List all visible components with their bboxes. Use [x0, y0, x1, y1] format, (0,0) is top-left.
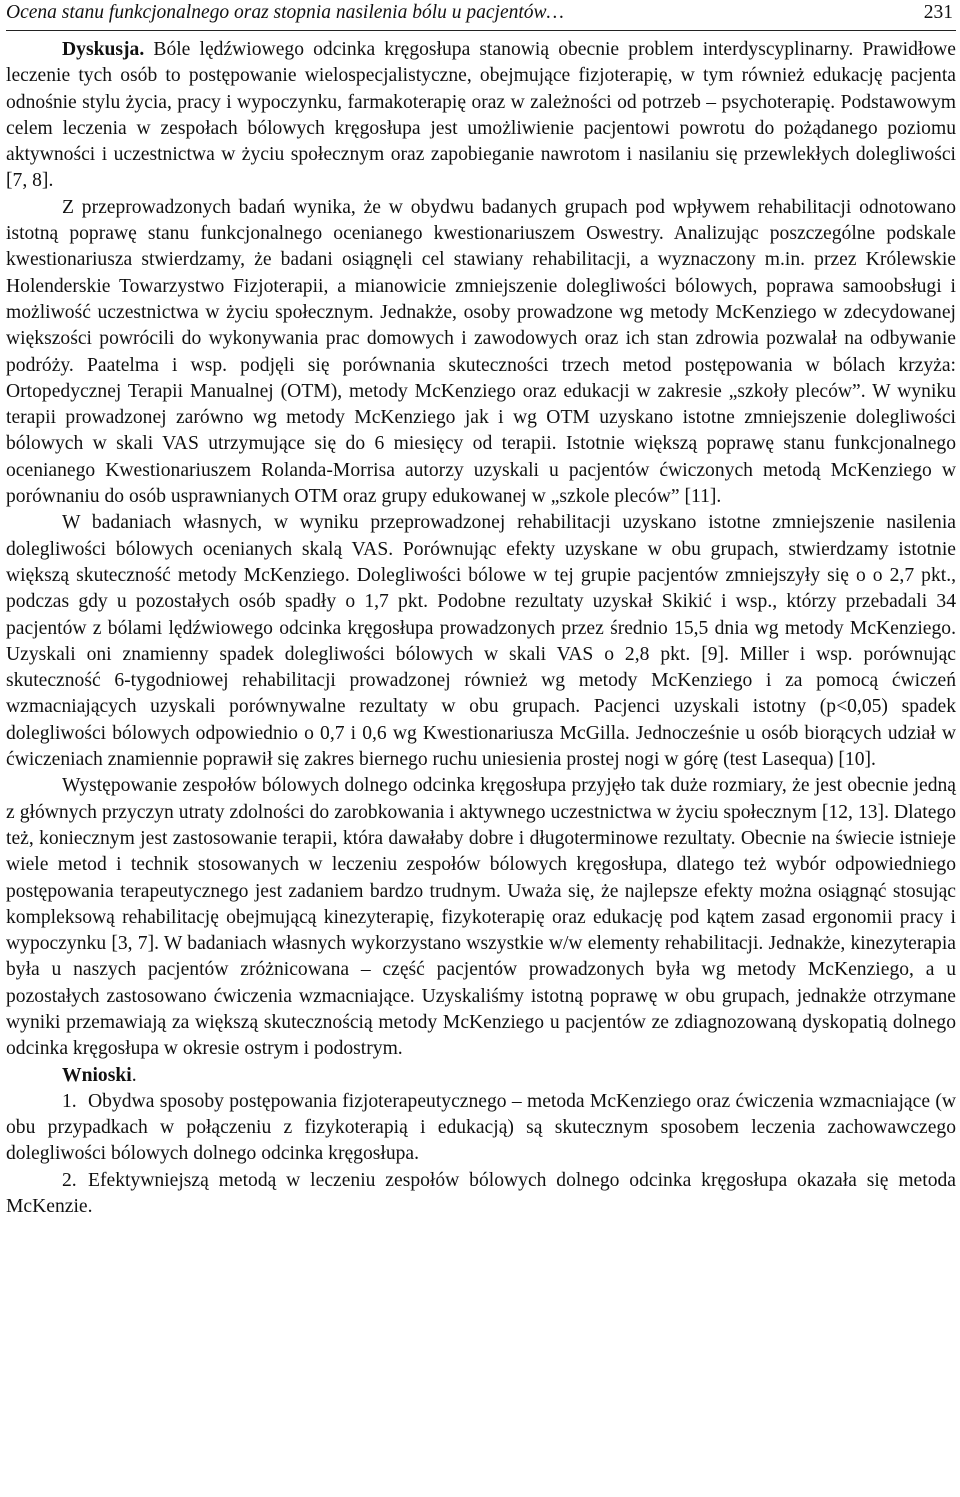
- conclusion-item-1: [6, 1089, 956, 1168]
- conclusion-item-1-text: Obydwa sposoby postępowania fizjoterapeutycznego – metoda McKenziego oraz ćwiczenia wzmacniające (w obu przypadkach w połączeniu z fizykoterapią i edukacją) są skutecznym sposobem leczenia zachowawczego dolegliwości bólowych dolnego odcinka kręgosłupa.: [6, 1090, 956, 1165]
- page-number: 231: [923, 2, 953, 23]
- conclusions-heading-punct: .: [131, 1064, 137, 1086]
- discussion-heading: Dyskusja.: [62, 39, 145, 60]
- conclusion-item-1-number: 1.: [62, 1090, 77, 1112]
- discussion-paragraph-1: [6, 37, 956, 195]
- running-header-title: Ocena stanu funkcjonalnego oraz stopnia nasilenia bólu u pacjentów…: [6, 2, 564, 23]
- conclusion-item-2: [6, 1168, 956, 1221]
- conclusion-item-2-text: Efektywniejszą metodą w leczeniu zespołów bólowych dolnego odcinka kręgosłupa okazała się metoda McKenzie.: [6, 1169, 956, 1218]
- discussion-paragraph-2: Z przeprowadzonych badań wynika, że w obydwu badanych grupach pod wpływem rehabilitacji odnotowano istotną poprawę stanu funkcjonalnego ocenianego kwestionariuszem Oswestry. Analizując poszczególne podskale kwestionariusza stwierdzamy, że badani osiągnęli cel stawiany rehabilitacji, a wyznaczony m.in. przez Królewskie Holenderskie Towarzystwo Fizjoterapii, a mianowicie zmniejszenie dolegliwości bólowych, poprawa samoobsługi i możliwość uczestnictwa w życiu społecznym. Jednakże, osoby prowadzone wg metody McKenziego w zdecydowanej większości powrócili do wykonywania prac domowych i zawodowych oraz ich stan zdrowia pozwalał na odbywanie podróży. Paatelma i wsp. podjęli się porównania skuteczności trzech metod postępowania w bólach krzyża: Ortopedycznej Terapii Manualnej (OTM), metody McKenziego oraz edukacji w zakresie „szkoły pleców”. W wyniku terapii prowadzonej zarówno wg metody McKenziego jak i wg OTM uzyskano istotne zmniejszenie dolegliwości bólowych w skali VAS utrzymujące się do 6 miesięcy od terapii. Istotnie większą poprawę stanu funkcjonalnego ocenianego Kwestionariuszem Rolanda-Morrisa autorzy uzyskali u pacjentów ćwiczonych metodą McKenziego w porównaniu do osób usprawnianych OTM oraz grupy edukowanej w „szkole pleców” [11].: [6, 196, 956, 508]
- running-header: [6, 0, 956, 31]
- discussion-paragraph-3: W badaniach własnych, w wyniku przeprowadzonej rehabilitacji uzyskano istotne zmniejszenie nasilenia dolegliwości bólowych ocenianych skalą VAS. Porównując efekty uzyskane w obu grupach, stwierdzamy istotnie większą skuteczność metody McKenziego. Dolegliwości bólowe w tej grupie pacjentów zmniejszyły się o o 2,7 pkt., podczas gdy u pozostałych osób spadły o 1,7 pkt. Podobne rezultaty uzyskał Skikić i wsp., którzy przebadali 34 pacjentów z bólami lędźwiowego odcinka kręgosłupa prowadzonych przez średnio 15,5 dnia wg metody McKenziego. Uzyskali oni znamienny spadek dolegliwości bólowych w skali VAS o 2,8 pkt. [9]. Miller i wsp. porównując skuteczność 6-tygodniowej rehabilitacji prowadzonej również wg metody McKenziego i za pomocą ćwiczeń wzmacniających uzyskali porównywalne rezultaty w obu grupach. Pacjenci uzyskali istotny (p<0,05) spadek dolegliwości bólowych odpowiednio o 0,7 i 0,6 wg Kwestionariusza McGilla. Jednocześnie u osób biorących udział w ćwiczeniach znamiennie poprawił się zakres biernego ruchu uniesienia prostej nogi w górę (test Lasequa) [10].: [6, 512, 956, 771]
- discussion-paragraph-4: Występowanie zespołów bólowych dolnego odcinka kręgosłupa przyjęło tak duże rozmiary, że jest obecnie jedną z głównych przyczyn utraty zdolności do zarobkowania i aktywnego uczestnictwa w życiu społecznym [12, 13]. Dlatego też, koniecznym jest zastosowanie terapii, która dawałaby dobre i długoterminowe rezultaty. Obecnie na świecie istnieje wiele metod i technik stosowanych w leczeniu zespołów bólowych kręgosłupa, dlatego też wybór odpowiedniego postępowania terapeutycznego jest zadaniem bardzo trudnym. Uważa się, że najlepsze efekty można osiągnąć stosując kompleksową rehabilitację obejmującą kinezyterapię, fizykoterapię oraz edukację pod kątem zasad ergonomii pracy i wypoczynku [3, 7]. W badaniach własnych wykorzystano wszystkie w/w elementy rehabilitacji. Jednakże, kinezyterapia była u naszych pacjentów zróżnicowana – część pacjentów prowadzonych była wg metody McKenziego, a u pozostałych zastosowano ćwiczenia wzmacniające. Uzyskaliśmy istotną poprawę w obu grupach, jednakże otrzymane wyniki przemawiają za większą skutecznością metody McKenziego u pacjentów ze zdiagnozowaną dyskopatią dolnego odcinka kręgosłupa w okresie ostrym i podostrym.: [6, 775, 956, 1060]
- article-body: [6, 37, 956, 1220]
- conclusions-heading-line: [6, 1063, 956, 1089]
- conclusions-heading: Wnioski: [62, 1064, 132, 1086]
- conclusion-item-2-number: 2.: [62, 1169, 77, 1191]
- discussion-paragraph-1-text: Bóle lędźwiowego odcinka kręgosłupa stanowią obecnie problem interdyscyplinarny. Prawidłowe leczenie tych osób to postępowanie wielospecjalistyczne, obejmujące fizjoterapię, w tym również edukację pacjenta odnośnie stylu życia, pracy i wypoczynku, farmakoterapię oraz w zależności od potrzeb – psychoterapię. Podstawowym celem leczenia w zespołach bólowych kręgosłupa jest umożliwienie pacjentowi powrotu do pożądanego poziomu aktywności i uczestnictwa w życiu społecznym oraz zapobieganie nawrotom i nasilaniu się przewlekłych dolegliwości [7, 8].: [6, 39, 956, 192]
- document-page: [6, 0, 956, 1220]
